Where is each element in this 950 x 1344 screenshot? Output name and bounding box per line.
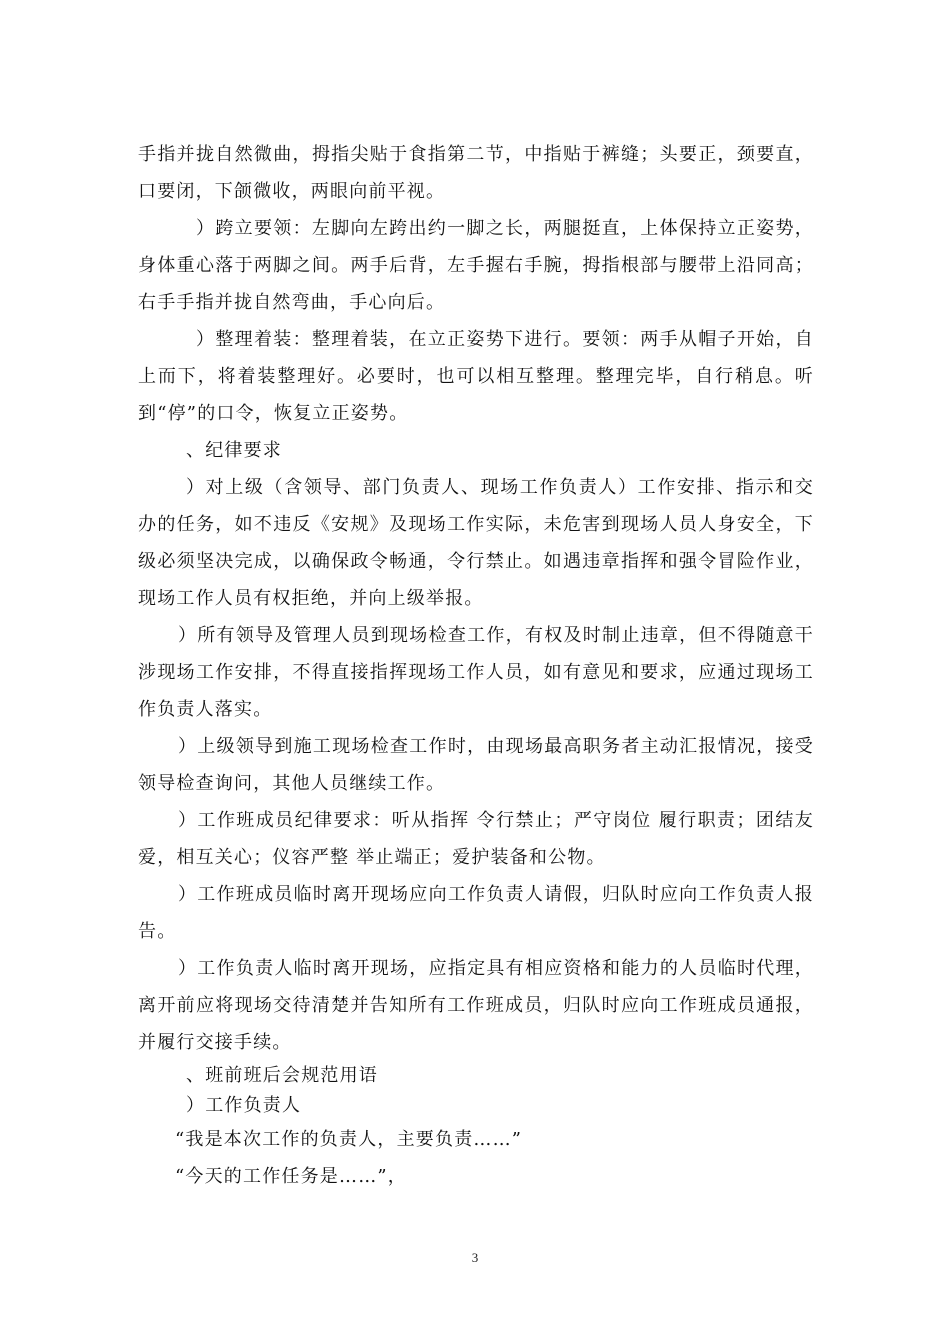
quote-today-task: “今天的工作任务是……”，	[175, 1166, 408, 1187]
page-number: 3	[471, 1250, 479, 1265]
paragraph-member-leave: ）工作班成员临时离开现场应向工作负责人请假，归队时应向工作负责人报告。	[138, 884, 814, 942]
paragraph-leader-visit: ）上级领导到施工现场检查工作时，由现场最高职务者主动汇报情况，接受领导检查询问，其他人员继续工作。	[138, 736, 814, 794]
section-heading-meeting-phrases: 、班前班后会规范用语	[186, 1065, 378, 1086]
paragraph-managers-inspection: ）所有领导及管理人员到现场检查工作，有权及时制止违章，但不得随意干涉现场工作安排，不得直接指挥现场工作人员，如有意见和要求，应通过现场工作负责人落实。	[138, 625, 814, 720]
section-heading-discipline: 、纪律要求	[186, 440, 282, 461]
paragraph-superior-instructions: ）对上级（含领导、部门负责人、现场工作负责人）工作安排、指示和交办的任务，如不违反《安规》及现场工作实际，未危害到现场人员人身安全，下级必须坚决完成，以确保政令畅通，令行禁止。如遇违章指挥和强令冒险作业，现场工作人员有权拒绝，并向上级举报。	[138, 477, 814, 609]
paragraph-stand-at-ease: ）跨立要领：左脚向左跨出约一脚之长，两腿挺直，上体保持立正姿势，身体重心落于两脚之间。两手后背，左手握右手腕，拇指根部与腰带上沿同高；右手手指并拢自然弯曲，手心向后。	[138, 218, 814, 313]
paragraph-team-discipline: ）工作班成员纪律要求：听从指挥 令行禁止；严守岗位 履行职责；团结友爱，相互关心；仪容严整 举止端正；爱护装备和公物。	[138, 810, 814, 868]
paragraph-posture-continued: 手指并拢自然微曲，拇指尖贴于食指第二节，中指贴于裤缝；头要正，颈要直，口要闭，下颌微收，两眼向前平视。	[138, 144, 814, 202]
paragraph-dress-arrangement: ）整理着装：整理着装，在立正姿势下进行。要领：两手从帽子开始，自上而下，将着装整理好。必要时，也可以相互整理。整理完毕，自行稍息。听到“停”的口令，恢复立正姿势。	[138, 329, 814, 424]
paragraph-leader-leave: ）工作负责人临时离开现场，应指定具有相应资格和能力的人员临时代理，离开前应将现场交待清楚并告知所有工作班成员，归队时应向工作班成员通报，并履行交接手续。	[138, 958, 814, 1053]
quote-responsibility: “我是本次工作的负责人，主要负责……”	[175, 1129, 523, 1150]
document-body	[138, 136, 814, 1195]
subheading-work-leader: ）工作负责人	[186, 1095, 302, 1116]
